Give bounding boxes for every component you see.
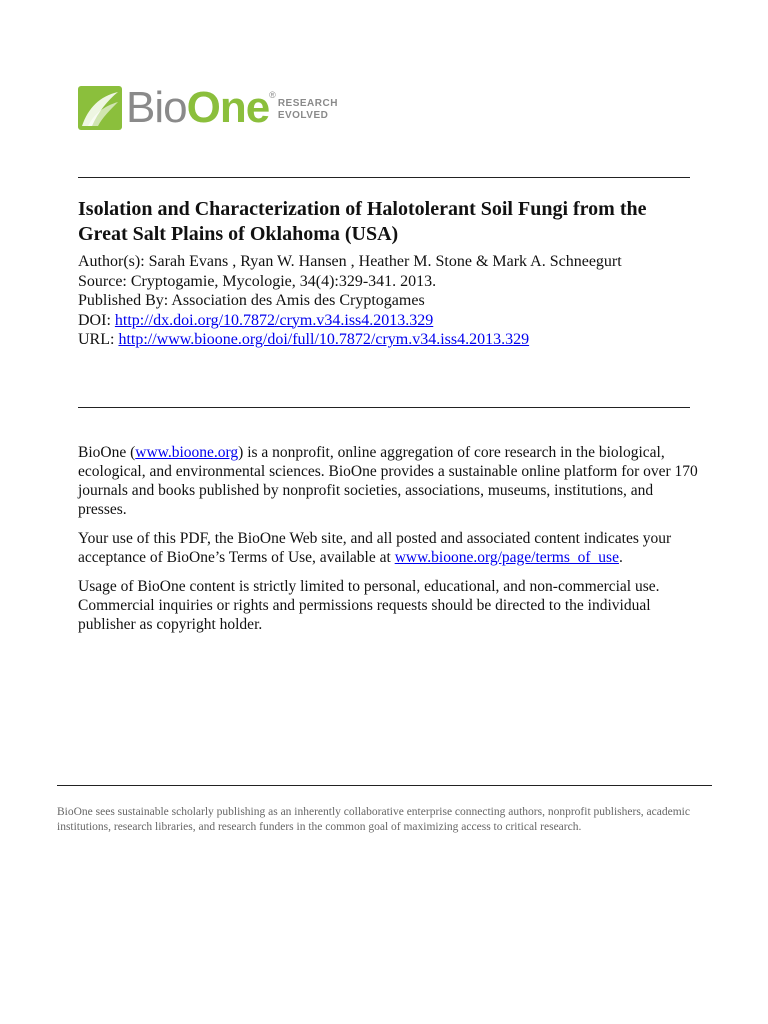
publisher-line: Published By: Association des Amis des Cryptogames [78, 292, 425, 309]
bioone-home-link[interactable]: www.bioone.org [135, 444, 239, 461]
paragraph-terms: Your use of this PDF, the BioOne Web site, and all posted and associated content indicates your acceptance of BioOne’s Terms of Use, available at www.bioone.org/page/terms_of_use. [78, 530, 672, 566]
logo-tagline: RESEARCH EVOLVED [277, 98, 338, 121]
authors: Sarah Evans , Ryan W. Hansen , Heather M. Stone & Mark A. Schneegurt [148, 253, 622, 270]
url-link[interactable]: http://www.bioone.org/doi/full/10.7872/crym.v34.iss4.2013.329 [118, 331, 530, 348]
article-metadata [78, 252, 698, 350]
authors-line: Author(s): Sarah Evans , Ryan W. Hansen , Heather M. Stone & Mark A. Schneegurt [78, 253, 622, 270]
footer-divider [57, 785, 712, 786]
doi-link[interactable]: http://dx.doi.org/10.7872/crym.v34.iss4.2013.329 [114, 311, 434, 329]
bioone-leaf-icon [78, 86, 122, 130]
doi-line: DOI: http://dx.doi.org/10.7872/crym.v34.iss4.2013.329 [78, 311, 434, 329]
url-line: URL: http://www.bioone.org/doi/full/10.7872/crym.v34.iss4.2013.329 [78, 331, 530, 348]
publisher: Association des Amis des Cryptogames [171, 292, 425, 309]
body-text [78, 443, 698, 644]
article-title: Isolation and Characterization of Halotolerant Soil Fungi from the Great Salt Plains of Oklahoma (USA) [78, 198, 647, 245]
source: Cryptogamie, Mycologie, 34(4):329-341. 2013. [130, 272, 437, 290]
paragraph-about: BioOne (www.bioone.org) is a nonprofit, online aggregation of core research in the biological, ecological, and environmental sciences. BioOne provides a sustainable online platform for over 170 journals and books published by nonprofit societies, associations, museums, institutions, and presses. [78, 444, 698, 518]
top-divider [78, 177, 690, 178]
terms-of-use-link[interactable]: www.bioone.org/page/terms_of_use [394, 549, 619, 566]
paragraph-usage: Usage of BioOne content is strictly limited to personal, educational, and non-commercial use. Commercial inquiries or rights and permissions requests should be directed to the individual publisher as copyright holder. [78, 578, 660, 633]
registered-mark: ® [269, 90, 276, 100]
footer-statement: BioOne sees sustainable scholarly publishing as an inherently collaborative enterprise connecting authors, nonprofit publishers, academic institutions, research libraries, and research funders in the common goal of maximizing access to critical research. [57, 806, 690, 833]
middle-divider [78, 407, 690, 408]
bioone-wordmark: BioOne [126, 83, 270, 132]
bioone-logo [78, 84, 378, 132]
source-line: Source: Cryptogamie, Mycologie, 34(4):329-341. 2013. [78, 272, 437, 290]
